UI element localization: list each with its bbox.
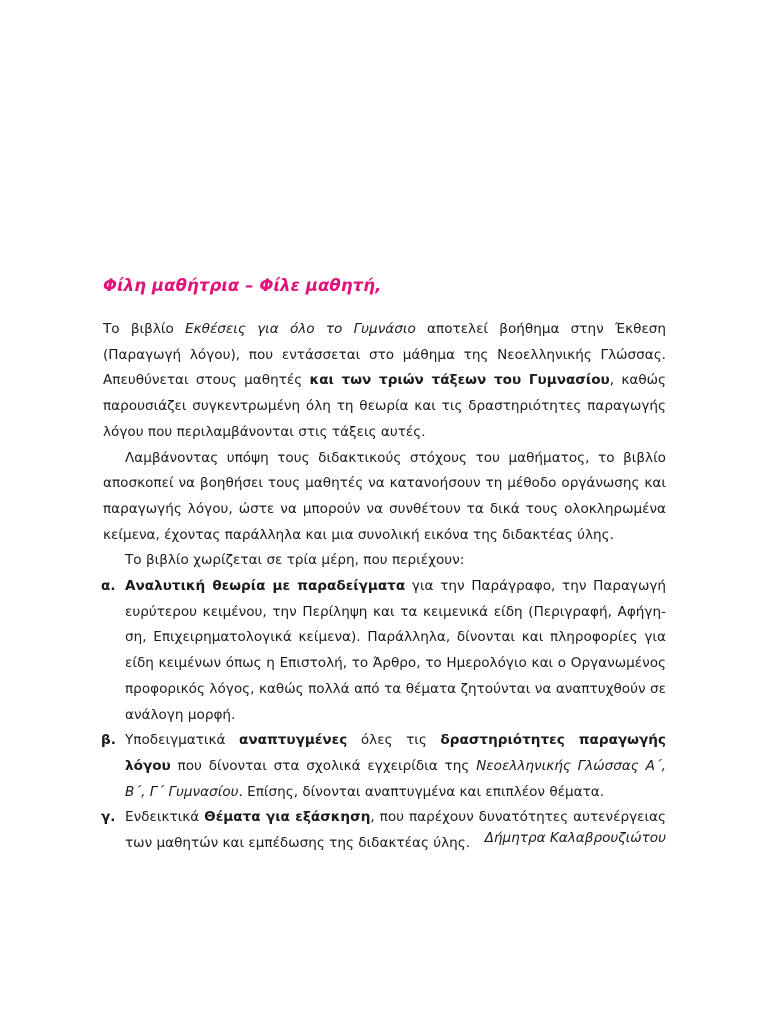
emphasis-text: Θέματα για εξάσκηση [204, 809, 371, 826]
paragraph-intro [103, 317, 666, 446]
text-run: αποτελεί βοήθημα στην Έκθεση (Παραγωγή λόγου), που εντάσσεται στο μάθημα της Νεοελληνικής Γλώσσας. Απευθύνεται στους μαθητές [103, 321, 666, 389]
list-label: β. [101, 732, 116, 749]
emphasis-text: Αναλυτική θεωρία με παραδείγματα [125, 578, 406, 595]
list-item-b [103, 728, 666, 805]
text-run: για την Παράγραφο, την Παραγωγή ευρύτερου κειμένου, την Περίληψη και τα κειμενικά είδη (Περιγραφή, Αφήγηση, Επιχειρηματολογικά κείμενα). Παράλληλα, δίνονται και πληροφορίες για είδη κειμένων όπως η Επιστολή, το Άρθρο, το Ημερολόγιο και ο Οργανωμένος προφορικός λόγος, καθώς πολλά από τα θέματα ζητούνται να αναπτυχθούν σε ανάλογη μορφή. [125, 578, 666, 723]
emphasis-text: αναπτυγμένες [239, 732, 348, 749]
text-run: . Επίσης, δίνονται αναπτυγμένα και επιπλέον θέματα. [238, 783, 605, 800]
italic-text: Νεοελληνικής Γλώσσας Α΄, Β΄, Γ΄ Γυμνασίου [125, 757, 666, 800]
text-run: όλες τις [347, 732, 441, 749]
salutation-heading: Φίλη μαθήτρια – Φίλε μαθητή, [103, 276, 382, 295]
list-label: γ. [101, 809, 116, 826]
author-signature: Δήμητρα Καλαβρουζιώτου [484, 830, 666, 846]
emphasis-text: και των τριών τάξεων του Γυμνασίου [309, 372, 610, 389]
list-item-a [103, 574, 666, 728]
text-run: , καθώς παρουσιάζει συγκεντρωμένη όλη τη θεωρία και τις δραστηριότητες παραγωγής λόγου που περιλαμβάνονται στις τάξεις αυτές. [103, 372, 667, 440]
preface-body [103, 317, 666, 857]
paragraph-structure: Το βιβλίο χωρίζεται σε τρία μέρη, που περιέχουν: [125, 552, 465, 569]
text-run: που δίνονται στα σχολικά εγχειρίδια της [170, 757, 477, 774]
paragraph-goals: Λαμβάνοντας υπόψη τους διδακτικούς στόχους του μαθήματος, το βιβλίο αποσκοπεί να βοηθήσει τους μαθητές να κατανοήσουν τη μέθοδο οργάνωσης και παραγωγής λόγου, ώστε να μπορούν να συνθέτουν τα δικά τους ολοκληρωμένα κείμενα, έχοντας παράλληλα και μια συνολική εικόνα της διδακτέας ύλης. [103, 449, 666, 543]
book-title: Εκθέσεις για όλο το Γυμνάσιο [185, 321, 416, 337]
text-run: , που παρέχουν δυνατότητες αυτενέργειας των μαθητών και εμπέδωσης της διδακτέας ύλης. [125, 809, 667, 852]
content-list [103, 574, 666, 857]
emphasis-text: δραστηριότητες παραγωγής λόγου [125, 732, 666, 774]
text-run: Ενδεικτικά [125, 809, 205, 826]
text-run: Το βιβλίο [103, 321, 186, 337]
text-run: Υποδειγματικά [125, 732, 240, 749]
list-label: α. [101, 578, 116, 595]
